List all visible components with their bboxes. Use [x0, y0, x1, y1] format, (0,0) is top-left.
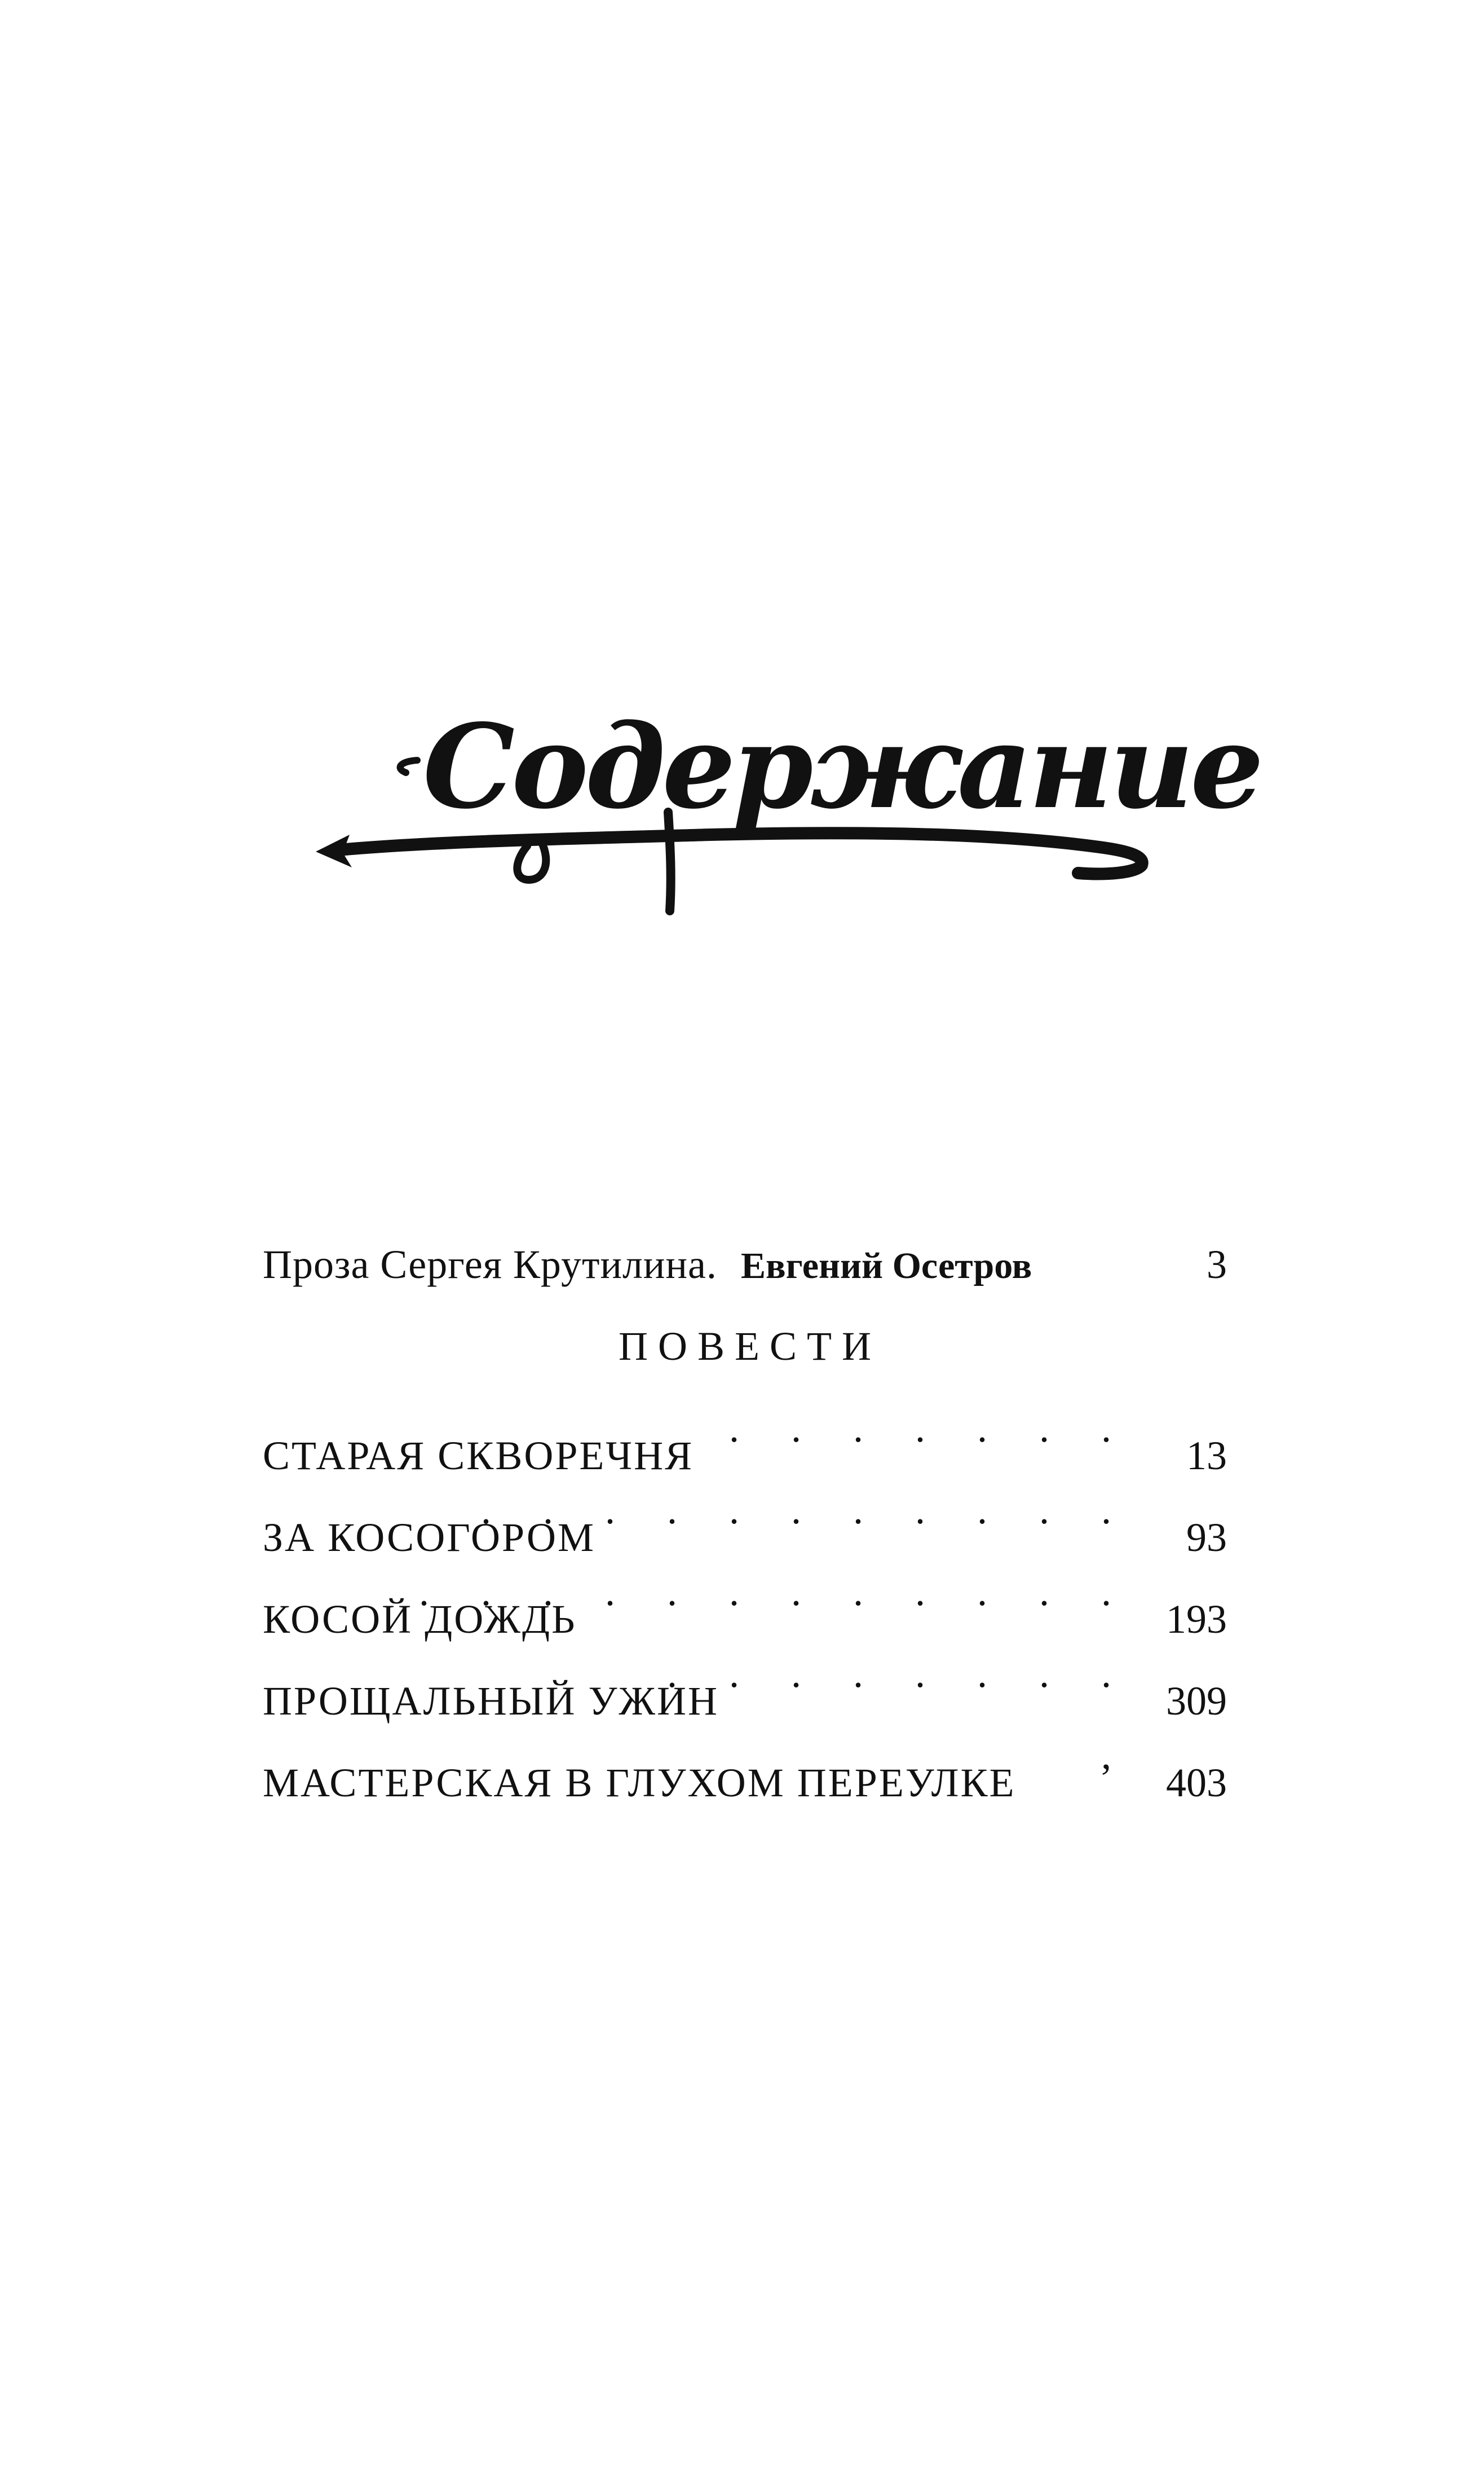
toc-entry-page: 193 [1166, 1597, 1227, 1642]
table-of-contents [263, 1224, 1227, 1805]
toc-entry-title: МАСТЕРСКАЯ В ГЛУХОМ ПЕРЕУЛКЕ [263, 1760, 1016, 1805]
toc-entry-page: 309 [1166, 1678, 1227, 1724]
toc-entry-page: 403 [1166, 1760, 1227, 1805]
toc-intro-title: Проза Сергея Крутилина. [263, 1242, 717, 1287]
toc-entry-title: КОСОЙ ДОЖДЬ [263, 1597, 577, 1642]
toc-entry[interactable] [263, 1715, 1227, 1805]
toc-entry-title: ЗА КОСОГОРОМ [263, 1515, 595, 1560]
toc-entry-page: 13 [1186, 1433, 1227, 1478]
toc-entry[interactable] [263, 1469, 1227, 1560]
toc-entry[interactable] [263, 1387, 1227, 1478]
toc-dot-leader: , [1101, 1733, 1132, 1778]
toc-entry-title: ПРОЩАЛЬНЫЙ УЖИН [263, 1678, 719, 1724]
toc-intro-author: Евгений Осетров [740, 1245, 1032, 1286]
toc-dot-leader: . . . . . . . . . . . . [419, 1569, 1132, 1614]
contents-title-block [316, 694, 1261, 936]
toc-section-heading: ПОВЕСТИ [619, 1324, 881, 1369]
toc-dot-leader: . . . . . . . . . . . [481, 1487, 1132, 1532]
toc-entry[interactable] [263, 1551, 1227, 1642]
toc-entry-page: 93 [1186, 1515, 1227, 1560]
toc-intro-row[interactable] [263, 1224, 1227, 1306]
page-title: Содержание [423, 699, 1261, 835]
toc-entry-title: СТАРАЯ СКВОРЕЧНЯ [263, 1433, 694, 1478]
toc-dot-leader: . . . . . . . . [667, 1651, 1132, 1696]
toc-dot-leader: . . . . . . . [729, 1405, 1132, 1451]
toc-entry[interactable] [263, 1633, 1227, 1724]
toc-intro-page: 3 [1207, 1242, 1227, 1287]
